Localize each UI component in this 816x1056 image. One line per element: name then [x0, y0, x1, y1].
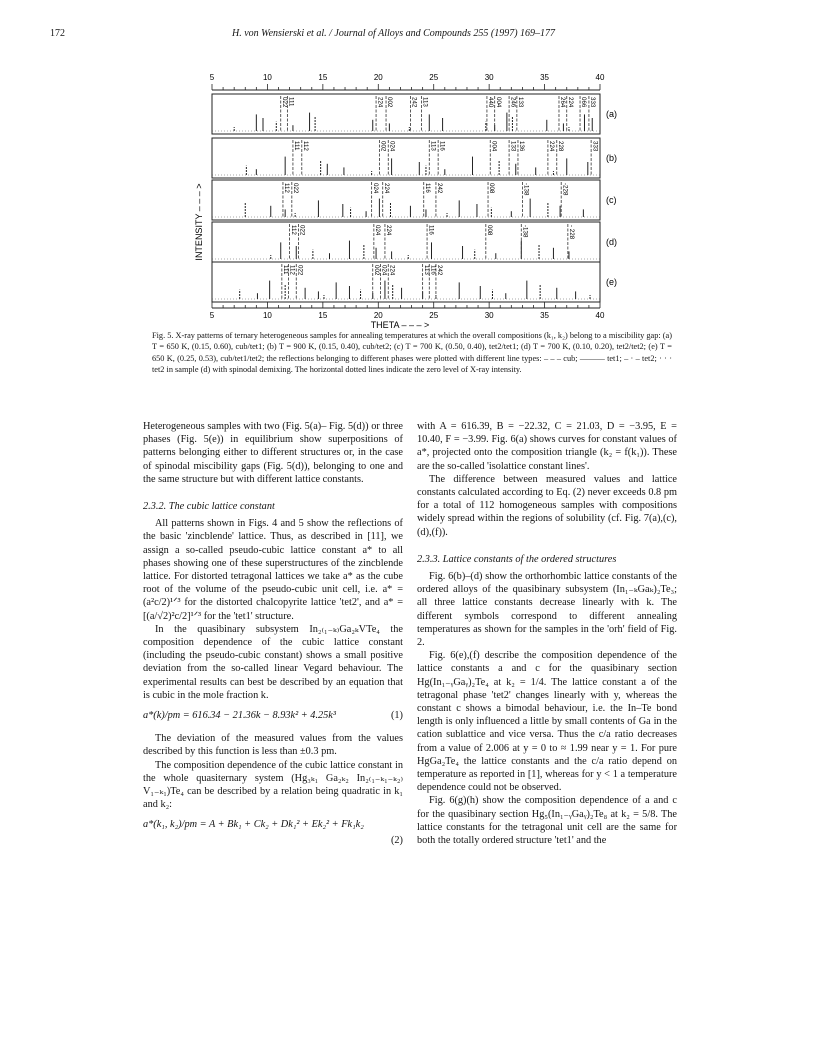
peak-label: 246: [509, 97, 517, 108]
paragraph: Heterogeneous samples with two (Fig. 5(a)– Fig. 5(d)) or three phases (Fig. 5(e)) in equilibrium show superpositions of patterns belonging either to different structures or, in the case of spinodal miscibility gaps (Fig. 5(d)), belonging to one and the same structure but with different lattice constants.: [143, 421, 403, 485]
peak-label: 228: [556, 141, 564, 152]
equation-number: (2): [390, 834, 403, 846]
top-axis: [210, 73, 605, 90]
peak-label: 133: [517, 97, 525, 108]
peak-label: 024: [374, 225, 382, 236]
top-tick-label: 30: [484, 73, 494, 82]
peak-label: 111: [293, 141, 301, 151]
equation-2: [143, 818, 403, 831]
pattern-panel: [212, 262, 617, 302]
peak-label: 116: [438, 141, 446, 151]
bottom-tick-label: 10: [262, 311, 272, 320]
peak-label: 024: [371, 183, 379, 194]
peak-label: 112: [288, 265, 296, 275]
peak-label: 022: [280, 97, 288, 108]
peak-label: -138: [522, 183, 530, 196]
peak-label: 440: [487, 97, 495, 108]
peak-label: 224: [388, 265, 396, 276]
paragraph: In the quasibinary subsystem In₂₍₁₋ₖ₎Ga₂ₖVTe₄ the composition dependence of the cubic lattice constant (including the pseudo-cubic constant) shows a small positive deviation from the so-called linear Vegard behaviour. The experimental results can best be described by an equation that is cubic in the mole fraction k.: [143, 623, 403, 701]
panel-label: (b): [606, 153, 617, 163]
peak-label: 112: [301, 141, 309, 151]
panel-label: (d): [606, 237, 617, 247]
peak-label: 113: [421, 97, 429, 107]
paragraph: with A = 616.39, B = −22.32, C = 21.03, D = −3.95, E = 10.40, F = −3.99. Fig. 6(a) shows curves for constant values of a*, projected onto the composition triangle (k₂ = f(k₁)). These are the so-called 'isolattice constant lines'.: [417, 421, 677, 472]
paragraph: All patterns shown in Figs. 4 and 5 show the reflections of the basic 'zincblende' lattice. Thus, as described in [11], we assign a so-called pseudo-cubic lattice constant a* to all phases showing one of these superstructures of the zincblende lattice. For distorted tetragonal lattices we take a* as the cube root of the volume of the pseudo-cubic unit cell, i.e. a* = (a²c/2)¹ᐟ³ for the distorted chalcopyrite lattice 'tet2', and a* = [(a/√2)²c/2]¹ᐟ³ for the 'tet1' structure.: [143, 518, 403, 622]
top-tick-label: 5: [209, 73, 215, 82]
bottom-tick-label: 30: [484, 311, 494, 320]
xray-figure: [190, 72, 650, 330]
bottom-tick-label: 25: [429, 311, 439, 320]
top-tick-label: 40: [595, 73, 605, 82]
top-tick-label: 25: [429, 73, 439, 82]
panels: [212, 94, 617, 302]
running-header: H. von Wensierski et al. / Journal of Alloys and Compounds 255 (1997) 169–177: [232, 28, 556, 39]
panel-label: (e): [606, 277, 617, 287]
peak-label: 113: [429, 141, 437, 151]
bottom-tick-label: 20: [373, 311, 383, 320]
peak-label: 002: [386, 97, 394, 108]
bottom-tick-label: 5: [209, 311, 215, 320]
peak-label: 224: [382, 183, 390, 194]
pattern-panel: [212, 180, 617, 220]
peak-label: 022: [292, 183, 300, 194]
peak-label: 004: [490, 141, 498, 152]
peak-label: 112: [283, 183, 291, 193]
peak-label: 116: [429, 265, 437, 275]
peak-label: 224: [385, 225, 393, 236]
page-number: 172: [50, 28, 65, 39]
bottom-tick-label: 35: [540, 311, 550, 320]
paragraph: Fig. 6(g)(h) show the composition dependence of a and c for the quasibinary section Hg₅(In₁₋ᵧGaᵧ)₂Te₈ at k₂ = 5/8. The lattice constants for the tetragonal unit cell are the same for both the totally ordered structure 'tet1' and the: [417, 795, 677, 847]
peak-label: 133: [509, 141, 517, 152]
peak-label: 066: [580, 97, 588, 108]
peak-label: 008: [488, 183, 496, 194]
equation-text: a*(k₁, k₂)/pm = A + Bk₁ + Ck₂ + Dk₁² + Ek₂² + Fk₁k₂: [143, 819, 364, 831]
peak-label: 024: [380, 265, 388, 276]
section-heading: 2.3.2. The cubic lattice constant: [143, 501, 275, 513]
peak-label: 242: [410, 97, 418, 108]
right-column: [417, 420, 677, 847]
peak-label: 242: [436, 265, 444, 276]
peak-label: 224: [566, 97, 574, 108]
peak-label: 111: [282, 265, 290, 275]
top-tick-label: 35: [540, 73, 550, 82]
y-axis-label: INTENSITY – – – >: [194, 183, 204, 261]
paragraph: The deviation of the measured values from the values described by this function is less than ±0.3 pm.: [143, 733, 403, 758]
equation-number: (1): [390, 710, 403, 722]
paragraph: The composition dependence of the cubic lattice constant in the whole quasiternary system (Hg₃ₖ₁ Ga₂ₖ₂ In₂₍₁₋ₖ₁₋ₖ₂₎ V₁₋ₖ₁)Te₄ can be described by a relation being quadratic in k₁ and k₂:: [143, 759, 403, 811]
pattern-panel: [212, 94, 617, 134]
panel-label: (a): [606, 109, 617, 119]
peak-label: 333: [589, 97, 597, 108]
peak-label: 111: [287, 97, 295, 107]
peak-label: 008: [486, 225, 494, 236]
top-tick-label: 20: [373, 73, 383, 82]
paragraph: Fig. 6(e),(f) describe the composition dependence of the lattice constants a and c for the quasibinary section Hg(In₁₋ᵧGaᵧ)₂Te₄ at k₂ = 1/4. The lattice constant a of the tetragonal phase 'tet2' changes linearly with y, whereas the constant c shows a bimodal behaviour, i.e. the In–Te bond length is only influenced a little by small contents of Ga in the cation sublattice and vice versa. Thus the c/a ratio decreases from a value of 2.006 at y = 0 to ≈ 1.99 near y = 1. For pure HgGa₂Te₄ the lattice constants and the c/a ratio depend on temperature as reported in [1], whereas for y < 1 a temperature dependence could not be observed.: [417, 650, 677, 794]
equation-text: a*(k)/pm = 616.34 − 21.36k − 8.93k² + 4.25k³: [143, 710, 336, 722]
peak-label: 242: [436, 183, 444, 194]
peak-label: 002: [372, 265, 380, 276]
equation-1: [143, 709, 403, 722]
peak-label: 116: [423, 183, 431, 193]
peak-label: 113: [422, 265, 430, 275]
bottom-tick-label: 40: [595, 311, 605, 320]
peak-label: 224: [376, 97, 384, 108]
peak-label: 333: [591, 141, 599, 152]
peak-label: 022: [298, 225, 306, 236]
top-tick-label: 15: [318, 73, 328, 82]
peak-label: - 228: [568, 225, 576, 240]
section-heading: 2.3.3. Lattice constants of the ordered structures: [417, 553, 617, 565]
peak-label: 224: [548, 141, 556, 152]
peak-label: 022: [296, 265, 304, 276]
pattern-panel: [212, 138, 617, 178]
peak-label: 116: [427, 225, 435, 235]
paragraph: The difference between measured values and lattice constants calculated according to Eq. (2) never exceeds 0.8 pm for a total of 112 homogeneous samples with compositions widely spread within the regions of solubility (cf. Fig. 7(a),(c),(d),(f)).: [417, 473, 677, 538]
figure-caption: Fig. 5. X-ray patterns of ternary heterogeneous samples for annealing temperatures at which the overall compositions (k₁, k₂) belong to a miscibility gap: (a) T = 650 K, (0.15, 0.60), cub/tet1; (b) T = 900 K, (0.15, 0.40), cub/tet2; (c) T = 700 K, (0.50, 0.40), tet2/tet1; (d) T = 700 K, (0.10, 0.20), tet2/tet2; (e) T = 650 K, (0.25, 0.53), cub/tet1/tet2; the reflections belonging to different phases were plotted with different line types: – – – cub; ——— tet1; – · – tet2; · · · tet2 in sample (d) with spinodal demixing. The horizontal dotted lines indicate the zero level of X-ray intensity.: [152, 331, 672, 374]
left-column: [143, 420, 403, 847]
pattern-panel: [212, 222, 617, 262]
peak-label: -228: [561, 183, 569, 196]
peak-label: 004: [494, 97, 502, 108]
top-tick-label: 10: [262, 73, 272, 82]
peak-label: -138: [521, 225, 529, 238]
peak-label: 024: [388, 141, 396, 152]
peak-label: 002: [379, 141, 387, 152]
peak-label: 136: [518, 141, 526, 152]
peak-label: 264: [559, 97, 567, 108]
peak-label: 112: [289, 225, 297, 235]
bottom-tick-label: 15: [318, 311, 328, 320]
x-axis-label: THETA – – – >: [370, 320, 430, 330]
paragraph: Fig. 6(b)–(d) show the orthorhombic lattice constants of the ordered alloys of the quasibinary subsystem (In₁₋ₖGaₖ)₂Te₃; all three lattice constants decrease linearly with k. The different symbols correspond to different annealing temperatures as shown for the samples in the 'orh' field of Fig. 2.: [417, 571, 677, 649]
panel-label: (c): [606, 195, 617, 205]
bottom-axis: [210, 302, 605, 320]
